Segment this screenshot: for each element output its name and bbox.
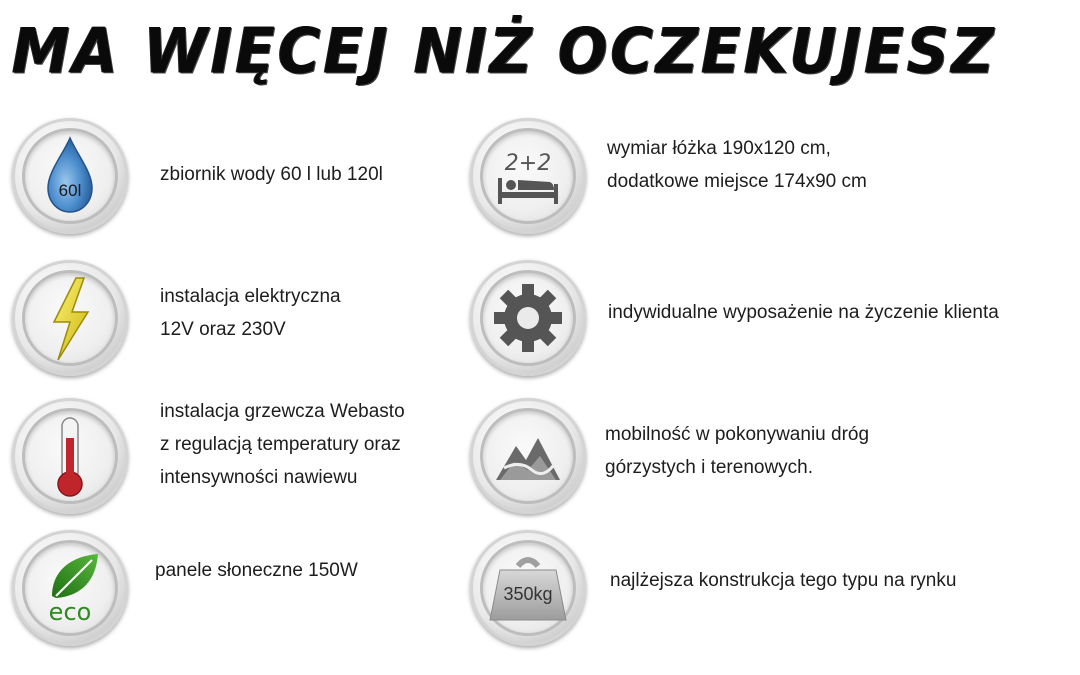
solar-badge [12, 530, 128, 646]
bed-icon [470, 118, 586, 234]
mountain-icon [470, 398, 586, 514]
weight-label: 350kg [503, 584, 553, 604]
feature-text-electric: instalacja elektryczna 12V oraz 230V [160, 286, 341, 340]
feature-text-terrain: mobilność w pokonywaniu dróg górzystych i terenowych. [605, 424, 870, 478]
water-capacity-label: 60l [58, 181, 82, 200]
feature-text-weight: najlżejsza konstrukcja tego typu na rynku [610, 570, 957, 591]
feature-text-equipment: indywidualne wyposażenie na życzenie klienta [608, 302, 999, 323]
water-badge [12, 118, 128, 234]
gear-icon [470, 260, 586, 376]
page-title: MA WIĘCEJ NIŻ OCZEKUJESZ [12, 14, 997, 88]
lightning-icon [12, 260, 128, 376]
eco-leaf-icon [12, 530, 128, 646]
gear-badge [470, 260, 586, 376]
water-drop-icon [12, 118, 128, 234]
thermometer-icon [12, 398, 128, 514]
feature-text-heating: instalacja grzewcza Webasto z regulacją temperatury oraz intensywności nawiewu [160, 401, 405, 488]
electric-badge [12, 260, 128, 376]
eco-label: eco [48, 598, 92, 626]
feature-text-bed: wymiar łóżka 190x120 cm, dodatkowe miejsce 174x90 cm [607, 138, 867, 192]
bed-badge [470, 118, 586, 234]
bed-capacity-label: 2+2 [504, 151, 552, 176]
feature-text-water: zbiornik wody 60 l lub 120l [160, 164, 383, 185]
weight-badge [470, 530, 586, 646]
heating-badge [12, 398, 128, 514]
terrain-badge [470, 398, 586, 514]
feature-text-solar: panele słoneczne 150W [155, 560, 358, 581]
weight-icon [470, 530, 586, 646]
